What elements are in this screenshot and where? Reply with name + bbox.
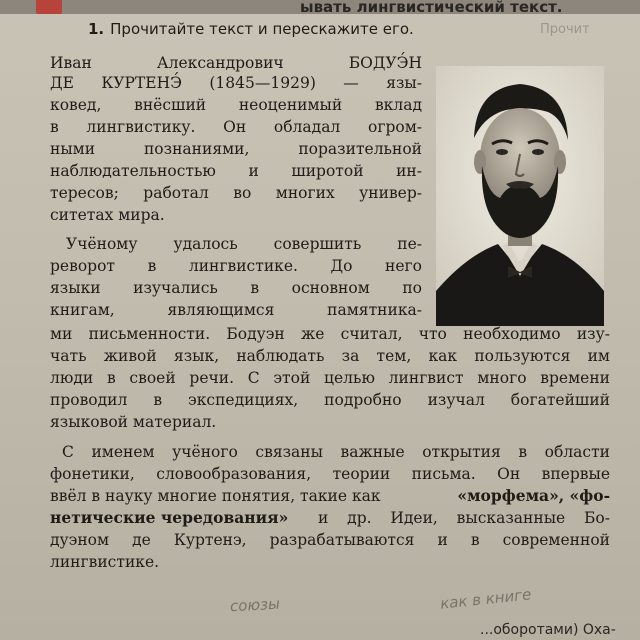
text-line: в лингвистику. Он обладал огром- xyxy=(50,118,422,136)
exercise-instruction-text: Прочитайте текст и перескажите его. xyxy=(110,20,414,38)
text-line: тересов; работал во многих универ- xyxy=(50,184,422,202)
text-line: Иван Александрович БОДУЭ́Н xyxy=(50,54,422,72)
page-badge xyxy=(36,0,62,14)
portrait-illustration xyxy=(436,66,604,326)
text-line: и др. Идеи, высказанные Бо- xyxy=(318,509,610,527)
text-line: реворот в лингвистике. До него xyxy=(50,257,422,275)
handwritten-note: союзы xyxy=(229,594,281,616)
section-heading-fragment: ывать лингвистический текст. xyxy=(300,0,563,16)
text-line: ситетах мира. xyxy=(50,206,165,224)
exercise-number: 1. xyxy=(88,20,105,38)
text-line: ными познаниями, поразительной xyxy=(50,140,422,158)
text-line: ми письменности. Бодуэн же считал, что необходимо изу- xyxy=(50,325,610,343)
handwritten-note: как в книге xyxy=(439,585,533,613)
text-line: люди в своей речи. С этой целью лингвист много времени xyxy=(50,369,610,387)
text-line: проводил в экспедициях, подробно изучал богатейший xyxy=(50,391,610,409)
term-morpheme: «морфема», «фо- xyxy=(457,486,610,505)
text-line: ДЕ КУРТЕНЭ́ (1845—1929) — язы- xyxy=(50,74,422,92)
text-line: ввёл в науку многие понятия, такие как xyxy=(50,487,381,505)
text-line: наблюдательностью и широтой ин- xyxy=(50,162,422,180)
text-line: Учёному удалось совершить пе- xyxy=(66,235,422,253)
text-line: языки изучались в основном по xyxy=(50,279,422,297)
text-line: С именем учёного связаны важные открытия в области xyxy=(62,443,610,461)
text-line: лингвистике. xyxy=(50,553,160,571)
text-line: дуэном де Куртенэ, разрабатываются и в современной xyxy=(50,531,610,549)
text-line: языковой материал. xyxy=(50,413,217,431)
show-through-text: Прочит xyxy=(540,22,590,37)
text-line: ковед, внёсший неоценимый вклад xyxy=(50,96,422,114)
text-line: чать живой язык, наблюдать за тем, как пользуются им xyxy=(50,347,610,365)
text-line: фонетики, словообразования, теории письма. Он впервые xyxy=(50,465,610,483)
exercise-instruction xyxy=(88,20,414,38)
portrait-photo xyxy=(436,66,604,326)
term-phonetic-alternations: нетические чередования» xyxy=(50,508,289,527)
text-line: книгам, являющимся памятника- xyxy=(50,301,422,319)
next-exercise-fragment: ...оборотами) Оха- xyxy=(480,622,616,638)
